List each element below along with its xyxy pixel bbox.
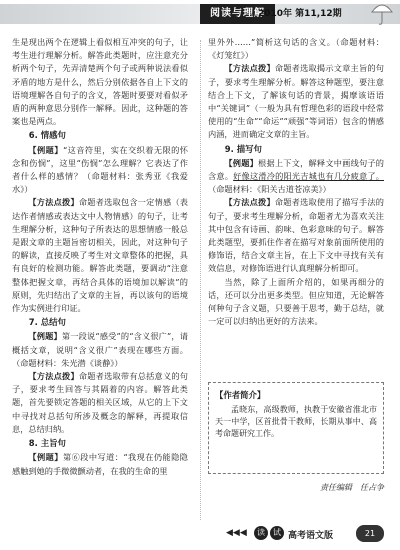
tag-label: 【方法点拨】 — [28, 371, 79, 382]
paragraph: 当然，除了上面所介绍的，如果再细分的话，还可以分出更多类型。但应知道，无论解答何种句子含义题，只要善于思考，勤于总结，就一定可以归纳出更好的方法来。 — [208, 276, 384, 327]
tag-label: 【例题】 — [28, 144, 63, 155]
responsible-editor: 责任编辑 任占争 — [320, 483, 384, 492]
underlined-sentence: 好像这滑冷的阳光吉城也有几分疲意了。 — [233, 171, 384, 182]
tag-label: 【方法点拨】 — [224, 63, 275, 74]
paragraph — [208, 62, 384, 141]
footer-publication: 高考语文版 — [288, 531, 334, 541]
logo-circle-1: 读 — [254, 526, 268, 540]
left-column — [12, 36, 188, 478]
section-heading: 9. 描写句 — [224, 143, 262, 154]
tag-label: 【方法点拨】 — [28, 197, 79, 208]
paragraph — [208, 196, 384, 275]
page-footer — [0, 522, 400, 546]
author-bio-title: 【作者简介】 — [215, 390, 266, 400]
paragraph — [12, 196, 188, 315]
author-bio-box — [208, 382, 384, 474]
paragraph: 里外外……”简析这句话的含义。（命题材料：《灯笼红》） — [208, 37, 384, 61]
paragraph-text: 命题者选取揭示文章主旨的句子，要求考生理解分析。解答这种题型，要注意结合上下文，了解该句话的背景，揭摩该语语中“关键词”（一般为具有哲理色彩的语段中经常使用的“生命”“命运”“顽强”等词语）包含的情感内涵，进而确定文章的主旨。 — [208, 63, 384, 140]
paragraph-text: （命题材料：《阳关古道苍凉美》） — [208, 184, 331, 195]
paragraph-text: 第⑥段中写道：“我现在仍能隐隐感触到她的手微微颤动者，在我的生命的里 — [12, 452, 188, 476]
paragraph: 生是现出两个在逻辑上看似相互冲突的句子，让考生进行理解分析。解答此类题时，应注意充分析两个句子，先弄清楚两个句子或两种说法看似矛盾的地方是什么，然后分别依据各自上下文的语境理解各自句子的含义，答题时要要对看似矛盾的两种意思分别作一解释。因此，这种题的答案也是两点。 — [12, 37, 188, 127]
issue-label: 2010年 第11,12期 — [258, 9, 342, 19]
logo-circle-2: 试 — [270, 526, 284, 540]
column-divider — [200, 40, 201, 520]
paragraph-text: “这音符里，实在交织着无限的怀念和伤悯”，这里“伤悯”怎么理解？它表达了作者什么样的感情？（命题材料：张秀亚《我爱水》） — [12, 144, 188, 195]
paragraph-text: 命题者选取包含一定情感（表达作者情感或表达文中人物情感）的句子，让考生理解分析，这种句子所表达的思想情感一般总是跟文章的主题旨密切相关，因此，对这种句子的解读，直接反映了考生对文章整体的把握，具有良好的检测功能。解答此类题，要调动“注意整体把握文章，再结合具体的语境加以解读”的原则，先归结出了文章的主旨，再以该句的语境作为实例进行印证。 — [12, 197, 188, 314]
tag-label: 【方法点拨】 — [224, 197, 275, 208]
page-number: 21 — [356, 525, 384, 542]
paragraph-text: 命题者选取使用了描写手法的句子，要求考生理解分析，命题者尤为喜欢关注其中包含有诗画、韵味、色彩意味的句子。解答此类题型，要抓住作者在描写对象前面所使用的修饰语，结合文章主旨，在上下文中寻找有关有效信息，对修饰语进行认真理解分析即可。 — [208, 197, 384, 274]
magazine-section-title: 阅读与理解 — [200, 4, 275, 24]
paragraph — [12, 330, 188, 370]
paragraph — [12, 370, 188, 436]
section-heading: 6. 情感句 — [28, 130, 66, 141]
umbrella-icon — [370, 0, 394, 26]
tag-label: 【例题】 — [28, 331, 62, 342]
page-header — [0, 0, 400, 32]
right-column — [208, 36, 384, 328]
section-heading: 8. 主旨句 — [28, 438, 66, 449]
paragraph-text: 第一段说“感受”的“含义很广”，请概括文章，说明“含义很广”表现在哪些方面。（命题材料：朱光潜《谈静》） — [12, 331, 188, 368]
paragraph-text: 根据上下文，解释文中画线句子的含意。 — [208, 157, 384, 182]
tag-label: 【例题】 — [28, 452, 63, 463]
tag-label: 【例题】 — [224, 157, 259, 168]
paragraph — [12, 144, 188, 197]
section-heading: 7. 总结句 — [28, 317, 66, 328]
arrow-icons: ◀◀◀ — [226, 528, 247, 538]
paragraph-text: 命题者选取带有总括意义的句子，要求考生回答与其隔着的内容。解答此类题，首先要锁定答题的相关区域，从它的上下文中寻找对总括句所涉及概念的解释，再提取信息，总结归纳。 — [12, 371, 188, 434]
paragraph — [12, 451, 188, 477]
author-bio-text: 孟晓东，高级教师，执教于安徽省淮北市天一中学，区首批骨干教师，长期从事中、高考命题研究工作。 — [215, 405, 377, 438]
paragraph — [208, 157, 384, 197]
